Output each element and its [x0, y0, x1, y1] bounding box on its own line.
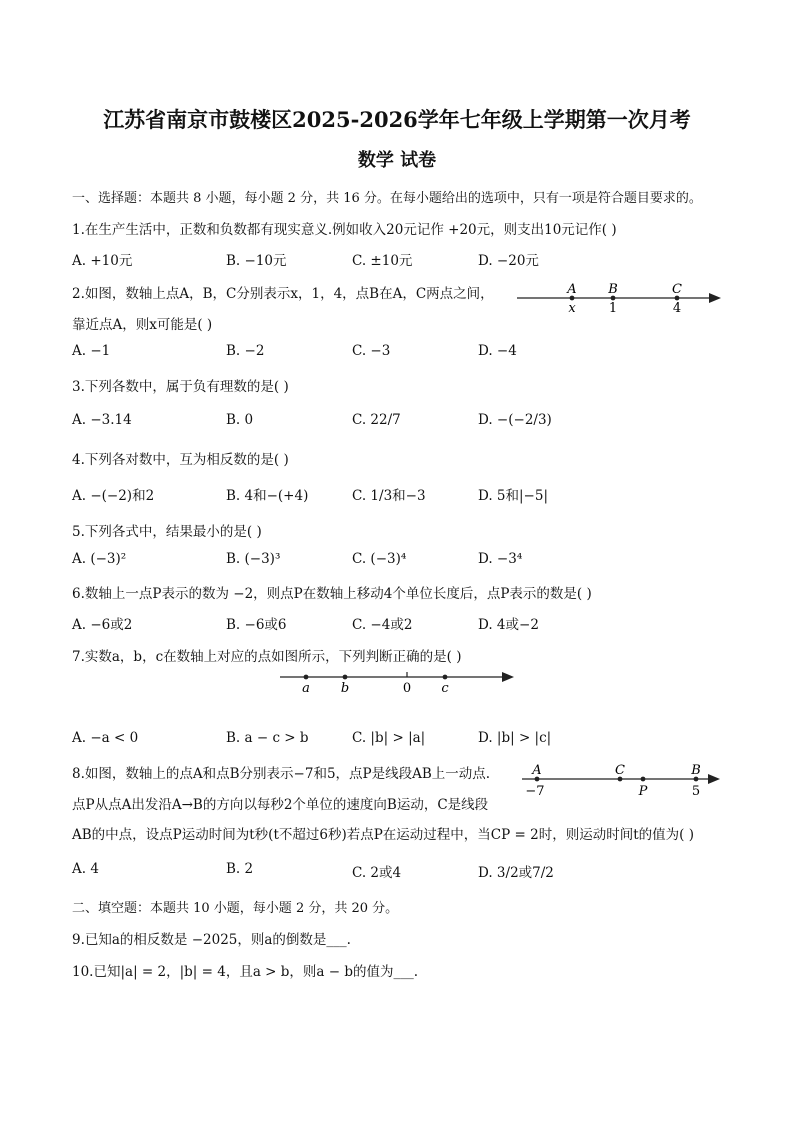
q6-option-b: B. −6或6: [226, 617, 287, 633]
q8-number-line-figure: [520, 762, 724, 798]
q2-number-line-figure: [515, 280, 725, 316]
q8-point-p: [641, 777, 646, 782]
q7-option-a: A. −a < 0: [72, 730, 139, 746]
q4-option-c: C. 1/3和−3: [352, 488, 426, 504]
q8-label-p: P: [638, 784, 648, 798]
q8-option-d: D. 3/2或7/2: [478, 865, 554, 881]
q2-axis-arrow: [709, 293, 721, 303]
q8-value-5: 5: [691, 784, 701, 798]
question-8-stem-line2: 点P从点A出发沿A→B的方向以每秒2个单位的速度向B运动，C是线段: [72, 797, 489, 813]
q4-option-d: D. 5和|−5|: [478, 488, 549, 504]
q8-label-c: C: [615, 763, 625, 778]
q4-option-b: B. 4和−(+4): [226, 488, 309, 504]
question-10: 10.已知|a| = 2，|b| = 4，且a > b，则a − b的值为___.: [72, 964, 419, 980]
question-4-stem: 4.下列各对数中，互为相反数的是( ): [72, 452, 289, 468]
q4-option-a: A. −(−2)和2: [72, 488, 155, 504]
question-9: 9.已知a的相反数是 −2025，则a的倒数是___.: [72, 932, 351, 948]
question-6-stem: 6.数轴上一点P表示的数为 −2，则点P在数轴上移动4个单位长度后，点P表示的数是( ): [72, 586, 592, 602]
q8-option-a: A. 4: [72, 861, 99, 877]
question-5-stem: 5.下列各式中，结果最小的是( ): [72, 524, 262, 540]
q8-option-b: B. 2: [226, 861, 254, 877]
q2-label-c: C: [672, 282, 682, 297]
q1-option-b: B. −10元: [226, 253, 287, 269]
q2-value-x: x: [568, 301, 576, 316]
q7-label-0: 0: [402, 681, 412, 696]
page-title: 江苏省南京市鼓楼区2025-2026学年七年级上学期第一次月考: [103, 107, 691, 132]
q8-label-b: B: [691, 763, 701, 778]
q3-option-b: B. 0: [226, 412, 254, 428]
q8-option-c: C. 2或4: [352, 865, 402, 881]
q7-option-d: D. |b| > |c|: [478, 730, 552, 746]
question-1-stem: 1.在生产生活中，正数和负数都有现实意义.例如收入20元记作 +20元，则支出10元记作( ): [72, 222, 617, 238]
q2-value-1: 1: [608, 301, 618, 316]
question-2-stem-line1: 2.如图，数轴上点A，B，C分别表示x，1，4，点B在A，C两点之间，: [72, 286, 494, 302]
q6-option-a: A. −6或2: [72, 617, 133, 633]
section-2-header: 二、填空题：本题共 10 小题，每小题 2 分，共 20 分。: [72, 901, 399, 916]
q8-label-a: A: [532, 763, 542, 778]
q2-option-a: A. −1: [72, 343, 111, 359]
q2-label-b: B: [608, 282, 618, 297]
q5-option-d: D. −3⁴: [478, 551, 523, 567]
q3-option-a: A. −3.14: [72, 412, 132, 428]
q6-option-d: D. 4或−2: [478, 617, 539, 633]
q2-value-4: 4: [672, 301, 682, 316]
q7-point-c: [443, 675, 448, 680]
q2-option-c: C. −3: [352, 343, 391, 359]
q5-option-a: A. (−3)²: [72, 551, 127, 567]
question-7-stem: 7.实数a，b，c在数轴上对应的点如图所示，下列判断正确的是( ): [72, 649, 462, 665]
q7-label-c: c: [441, 681, 449, 696]
q1-option-a: A. +10元: [72, 253, 133, 269]
q2-option-b: B. −2: [226, 343, 265, 359]
question-2-stem-line2: 靠近点A，则x可能是( ): [72, 317, 213, 333]
q3-option-d: D. −(−2/3): [478, 412, 552, 428]
q8-value-minus7: −7: [525, 784, 545, 798]
q7-option-c: C. |b| > |a|: [352, 730, 426, 746]
question-8-stem-line3: AB的中点，设点P运动时间为t秒(t不超过6秒)若点P在运动过程中，当CP = 2时，则运动时间t的值为( ): [72, 827, 694, 843]
q7-axis-arrow: [502, 672, 514, 682]
q5-option-b: B. (−3)³: [226, 551, 281, 567]
q2-option-d: D. −4: [478, 343, 517, 359]
q8-axis-arrow: [708, 774, 720, 784]
q7-point-b: [343, 675, 348, 680]
q1-option-c: C. ±10元: [352, 253, 413, 269]
q5-option-c: C. (−3)⁴: [352, 551, 407, 567]
q3-option-c: C. 22/7: [352, 412, 401, 428]
q7-label-b: b: [340, 681, 350, 696]
q6-option-c: C. −4或2: [352, 617, 413, 633]
q1-option-d: D. −20元: [478, 253, 539, 269]
q7-option-b: B. a − c > b: [226, 730, 309, 746]
q7-number-line-figure: [278, 666, 518, 696]
section-1-header: 一、选择题：本题共 8 小题，每小题 2 分，共 16 分。在每小题给出的选项中，只有一项是符合题目要求的。: [72, 191, 702, 206]
question-8-stem-line1: 8.如图，数轴上的点A和点B分别表示−7和5，点P是线段AB上一动点.: [72, 766, 491, 782]
page-subtitle: 数学 试卷: [357, 150, 437, 171]
q2-label-a: A: [567, 282, 577, 297]
question-3-stem: 3.下列各数中，属于负有理数的是( ): [72, 379, 289, 395]
q7-label-a: a: [302, 681, 310, 696]
q7-point-a: [304, 675, 309, 680]
